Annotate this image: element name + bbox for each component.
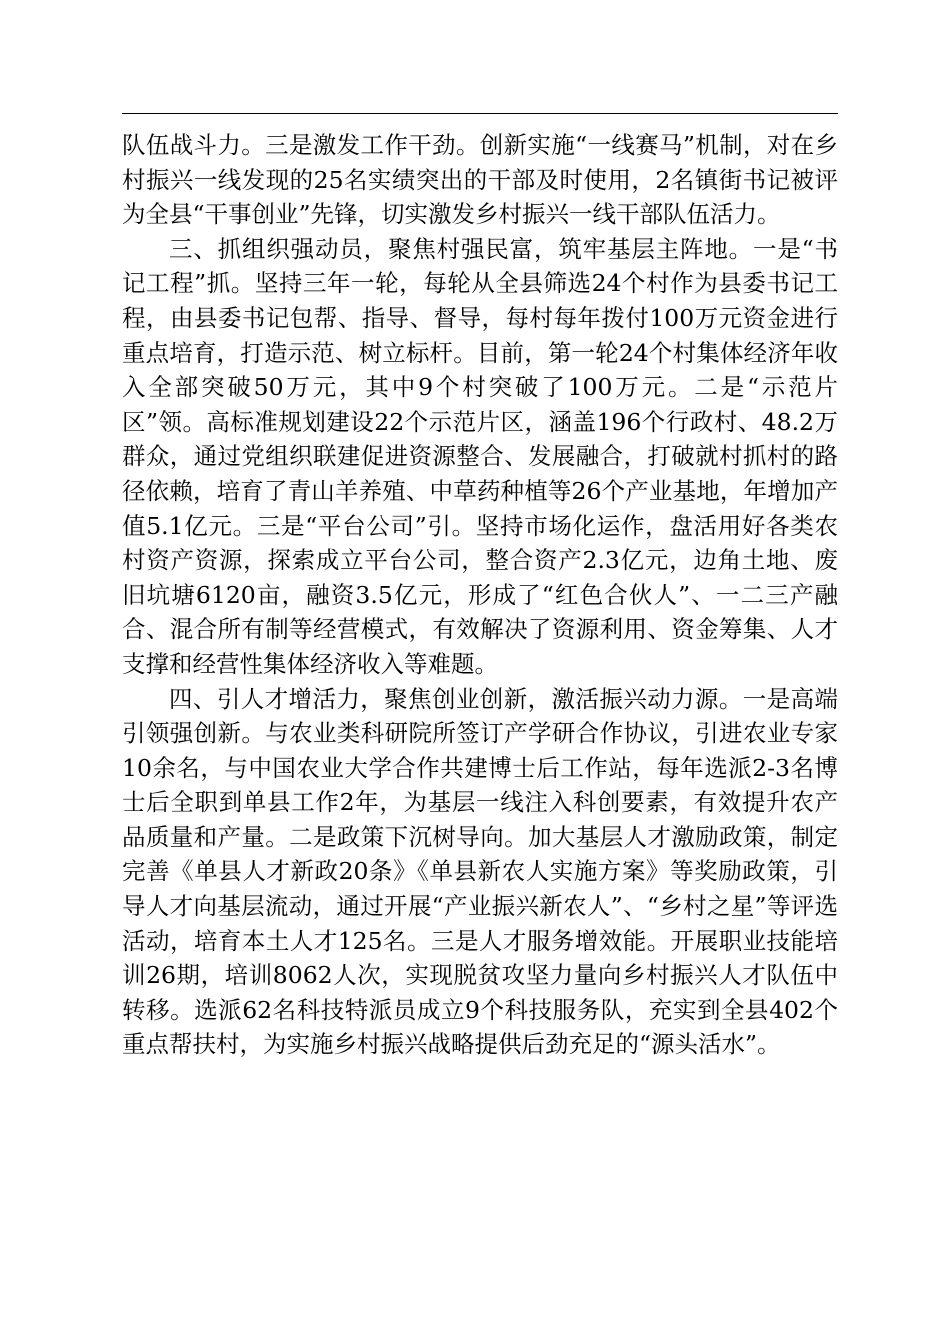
paragraph-continuation: 队伍战斗力。三是激发工作干劲。创新实施“一线赛马”机制，对在乡村振兴一线发现的25名实绩突出的干部及时使用，2名镇街书记被评为全县“干事创业”先锋，切实激发乡村振兴一线干部队伍活力。	[122, 131, 838, 229]
document-body	[122, 128, 838, 1062]
paragraph-section-three: 三、抓组织强动员，聚焦村强民富，筑牢基层主阵地。一是“书记工程”抓。坚持三年一轮，每轮从全县筛选24个村作为县委书记工程，由县委书记包帮、指导、督导，每村每年拨付100万元资金进行重点培育，打造示范、树立标杆。目前，第一轮24个村集体经济年收入全部突破50万元，其中9个村突破了100万元。二是“示范片区”领。高标准规划建设22个示范片区，涵盖196个行政村、48.2万群众，通过党组织联建促进资源整合、发展融合，打破就村抓村的路径依赖，培育了青山羊养殖、中草药种植等26个产业基地，年增加产值5.1亿元。三是“平台公司”引。坚持市场化运作，盘活用好各类农村资产资源，探索成立平台公司，整合资产2.3亿元，边角土地、废旧坑塘6120亩，融资3.5亿元，形成了“红色合伙人”、一二三产融合、混合所有制等经营模式，有效解决了资源利用、资金筹集、人才支撑和经营性集体经济收入等难题。	[122, 234, 838, 678]
header-divider	[122, 113, 838, 114]
paragraph-section-four: 四、引人才增活力，聚焦创业创新，激活振兴动力源。一是高端引领强创新。与农业类科研院所签订产学研合作协议，引进农业专家10余名，与中国农业大学合作共建博士后工作站，每年选派2-3名博士后全职到单县工作2年，为基层一线注入科创要素，有效提升农产品质量和产量。二是政策下沉树导向。加大基层人才激励政策，制定完善《单县人才新政20条》《单县新农人实施方案》等奖励政策，引导人才向基层流动，通过开展“产业振兴新农人”、“乡村之星”等评选活动，培育本土人才125名。三是人才服务增效能。开展职业技能培训26期，培训8062人次，实现脱贫攻坚力量向乡村振兴人才队伍中转移。选派62名科技特派员成立9个科技服务队，充实到全县402个重点帮扶村，为实施乡村振兴战略提供后劲充足的“源头活水”。	[122, 684, 838, 1059]
